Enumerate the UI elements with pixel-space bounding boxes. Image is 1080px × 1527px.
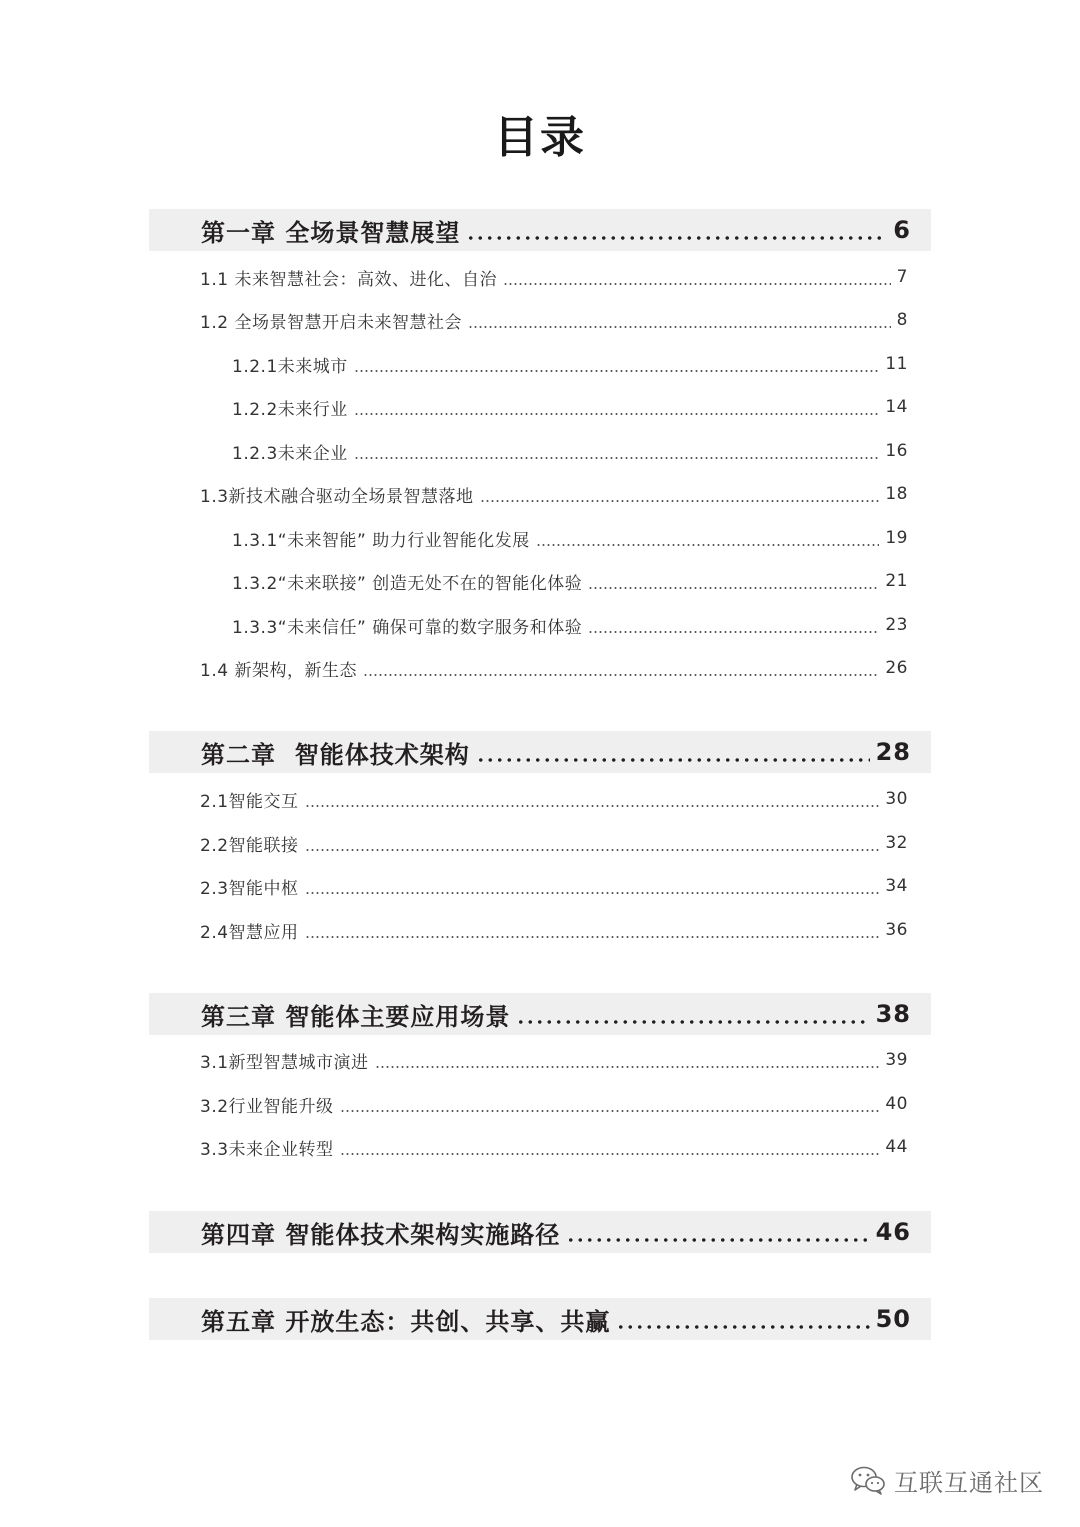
page-number: 6 bbox=[893, 216, 911, 244]
entry-title: 3.2行业智能升级 bbox=[200, 1096, 334, 1117]
dot-leader bbox=[476, 758, 870, 762]
page-number: 16 bbox=[885, 441, 908, 461]
page-number: 14 bbox=[885, 397, 908, 417]
toc-entry[interactable] bbox=[232, 349, 908, 379]
dot-leader bbox=[516, 1020, 869, 1024]
entry-title: 1.2 全场景智慧开启未来智慧社会 bbox=[200, 312, 462, 333]
watermark bbox=[850, 1462, 1044, 1498]
page-number: 32 bbox=[885, 833, 908, 853]
entry-title: 1.2.3未来企业 bbox=[232, 443, 348, 464]
dot-leader bbox=[354, 413, 880, 415]
dot-leader bbox=[363, 674, 879, 676]
wechat-icon bbox=[850, 1465, 886, 1495]
page-number: 34 bbox=[885, 876, 908, 896]
toc-chapter-4[interactable] bbox=[149, 1211, 931, 1253]
dot-leader bbox=[480, 500, 880, 502]
entry-title: 2.4智慧应用 bbox=[200, 922, 299, 943]
entry-title: 1.2.2未来行业 bbox=[232, 399, 348, 420]
toc-entry[interactable] bbox=[200, 828, 908, 858]
entry-title: 2.2智能联接 bbox=[200, 835, 299, 856]
dot-leader bbox=[340, 1110, 880, 1112]
page-number: 46 bbox=[875, 1218, 911, 1246]
watermark-text: 互联互通社区 bbox=[894, 1468, 1044, 1497]
entry-title: 1.3新技术融合驱动全场景智慧落地 bbox=[200, 486, 474, 507]
dot-leader bbox=[305, 849, 880, 851]
page-number: 7 bbox=[896, 267, 908, 287]
entry-title: 3.3未来企业转型 bbox=[200, 1139, 334, 1160]
page-number: 18 bbox=[885, 484, 908, 504]
entry-title: 1.3.3“未来信任” 确保可靠的数字服务和体验 bbox=[232, 617, 583, 638]
chapter-title: 第四章 智能体技术架构实施路径 bbox=[201, 1220, 561, 1249]
toc-entry[interactable] bbox=[200, 1089, 908, 1119]
toc-chapter-1[interactable] bbox=[149, 209, 931, 251]
page-number: 26 bbox=[885, 658, 908, 678]
toc-entry[interactable] bbox=[200, 479, 908, 509]
toc-entry[interactable] bbox=[232, 566, 908, 596]
page-number: 30 bbox=[885, 789, 908, 809]
toc-entry[interactable] bbox=[232, 523, 908, 553]
dot-leader bbox=[503, 283, 891, 285]
toc-entry[interactable] bbox=[200, 262, 908, 292]
dot-leader bbox=[305, 936, 880, 938]
dot-leader bbox=[616, 1325, 869, 1329]
page-number: 23 bbox=[885, 615, 908, 635]
toc-chapter-2[interactable] bbox=[149, 731, 931, 773]
toc-entry[interactable] bbox=[200, 1132, 908, 1162]
dot-leader bbox=[566, 1238, 869, 1242]
page-number: 8 bbox=[896, 310, 908, 330]
dot-leader bbox=[466, 236, 887, 240]
toc-entry[interactable] bbox=[232, 392, 908, 422]
dot-leader bbox=[305, 805, 880, 807]
toc-entry[interactable] bbox=[200, 653, 908, 683]
page-number: 21 bbox=[885, 571, 908, 591]
toc-entry[interactable] bbox=[232, 436, 908, 466]
page-number: 38 bbox=[875, 1000, 911, 1028]
dot-leader bbox=[354, 370, 880, 372]
chapter-title: 第二章 智能体技术架构 bbox=[201, 740, 470, 769]
page-number: 44 bbox=[885, 1137, 908, 1157]
entry-title: 1.3.2“未来联接” 创造无处不在的智能化体验 bbox=[232, 573, 583, 594]
entry-title: 1.1 未来智慧社会：高效、进化、自治 bbox=[200, 269, 497, 290]
toc-entry[interactable] bbox=[200, 305, 908, 335]
page-number: 28 bbox=[875, 738, 911, 766]
toc-entry[interactable] bbox=[200, 784, 908, 814]
dot-leader bbox=[536, 544, 880, 546]
dot-leader bbox=[588, 631, 879, 633]
entry-title: 2.3智能中枢 bbox=[200, 878, 299, 899]
chapter-title: 第三章 智能体主要应用场景 bbox=[201, 1002, 511, 1031]
toc-entry[interactable] bbox=[200, 871, 908, 901]
dot-leader bbox=[340, 1153, 880, 1155]
page-number: 11 bbox=[885, 354, 908, 374]
toc-chapter-3[interactable] bbox=[149, 993, 931, 1035]
entry-title: 2.1智能交互 bbox=[200, 791, 299, 812]
dot-leader bbox=[305, 892, 880, 894]
toc-entry[interactable] bbox=[232, 610, 908, 640]
page-number: 36 bbox=[885, 920, 908, 940]
chapter-title: 第一章 全场景智慧展望 bbox=[201, 218, 461, 247]
entry-title: 1.4 新架构，新生态 bbox=[200, 660, 357, 681]
chapter-title: 第五章 开放生态：共创、共享、共赢 bbox=[201, 1307, 611, 1336]
toc-entry[interactable] bbox=[200, 915, 908, 945]
toc-entry[interactable] bbox=[200, 1045, 908, 1075]
toc-chapter-5[interactable] bbox=[149, 1298, 931, 1340]
page-number: 50 bbox=[875, 1305, 911, 1333]
page-title: 目录 bbox=[494, 112, 586, 163]
dot-leader bbox=[354, 457, 880, 459]
dot-leader bbox=[375, 1066, 880, 1068]
entry-title: 3.1新型智慧城市演进 bbox=[200, 1052, 369, 1073]
entry-title: 1.3.1“未来智能” 助力行业智能化发展 bbox=[232, 530, 530, 551]
entry-title: 1.2.1未来城市 bbox=[232, 356, 348, 377]
page-number: 39 bbox=[885, 1050, 908, 1070]
page-number: 40 bbox=[885, 1094, 908, 1114]
dot-leader bbox=[588, 587, 879, 589]
dot-leader bbox=[468, 326, 891, 328]
page-number: 19 bbox=[885, 528, 908, 548]
